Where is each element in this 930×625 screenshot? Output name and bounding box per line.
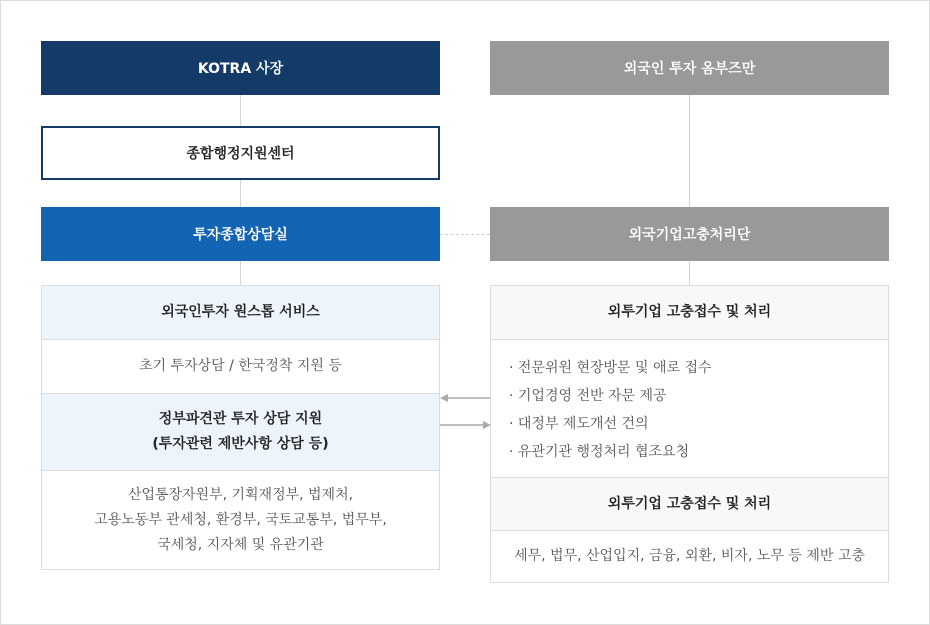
arrow-left-icon	[440, 394, 490, 402]
consult-office-label: 투자종합상담실	[193, 227, 288, 243]
list-item: · 기업경영 전반 자문 제공	[509, 388, 667, 404]
gov-dispatch-line1: 정부파견관 투자 상담 지원	[158, 411, 323, 427]
list-item: · 대정부 제도개선 건의	[509, 416, 649, 432]
initial-consult-label: 초기 투자상담 / 한국정착 지원 등	[139, 358, 342, 374]
grievance-header-2-label: 외투기업 고충접수 및 처리	[607, 495, 772, 512]
list-item: · 유관기관 행정처리 협조요청	[509, 444, 690, 460]
arrow-right-icon	[440, 421, 491, 429]
grievance-footer-label: 세무, 법무, 산업입지, 금융, 외환, 비자, 노무 등 제반 고충	[514, 548, 865, 564]
agencies-line: 산업통장자원부, 기획재정부, 법제처,	[127, 486, 354, 503]
gov-dispatch-line2: (투자관련 제반사항 상담 등)	[152, 436, 329, 452]
ombudsman-label: 외국인 투자 옴부즈만	[623, 61, 756, 77]
admin-center-label: 종합행정지원센터	[186, 146, 295, 162]
kotra-president-label: KOTRA 사장	[197, 61, 284, 77]
agencies-line: 고용노동부 관세청, 환경부, 국토교통부, 법무부,	[94, 511, 387, 528]
list-item: · 전문위원 현장방문 및 애로 접수	[509, 360, 712, 376]
one-stop-header-label: 외국인투자 원스톱 서비스	[161, 304, 320, 320]
grievance-team-label: 외국기업고충처리단	[628, 227, 751, 243]
agencies-line: 국세청, 지자체 및 유관기관	[157, 536, 324, 553]
grievance-header-1-label: 외투기업 고충접수 및 처리	[607, 304, 772, 320]
